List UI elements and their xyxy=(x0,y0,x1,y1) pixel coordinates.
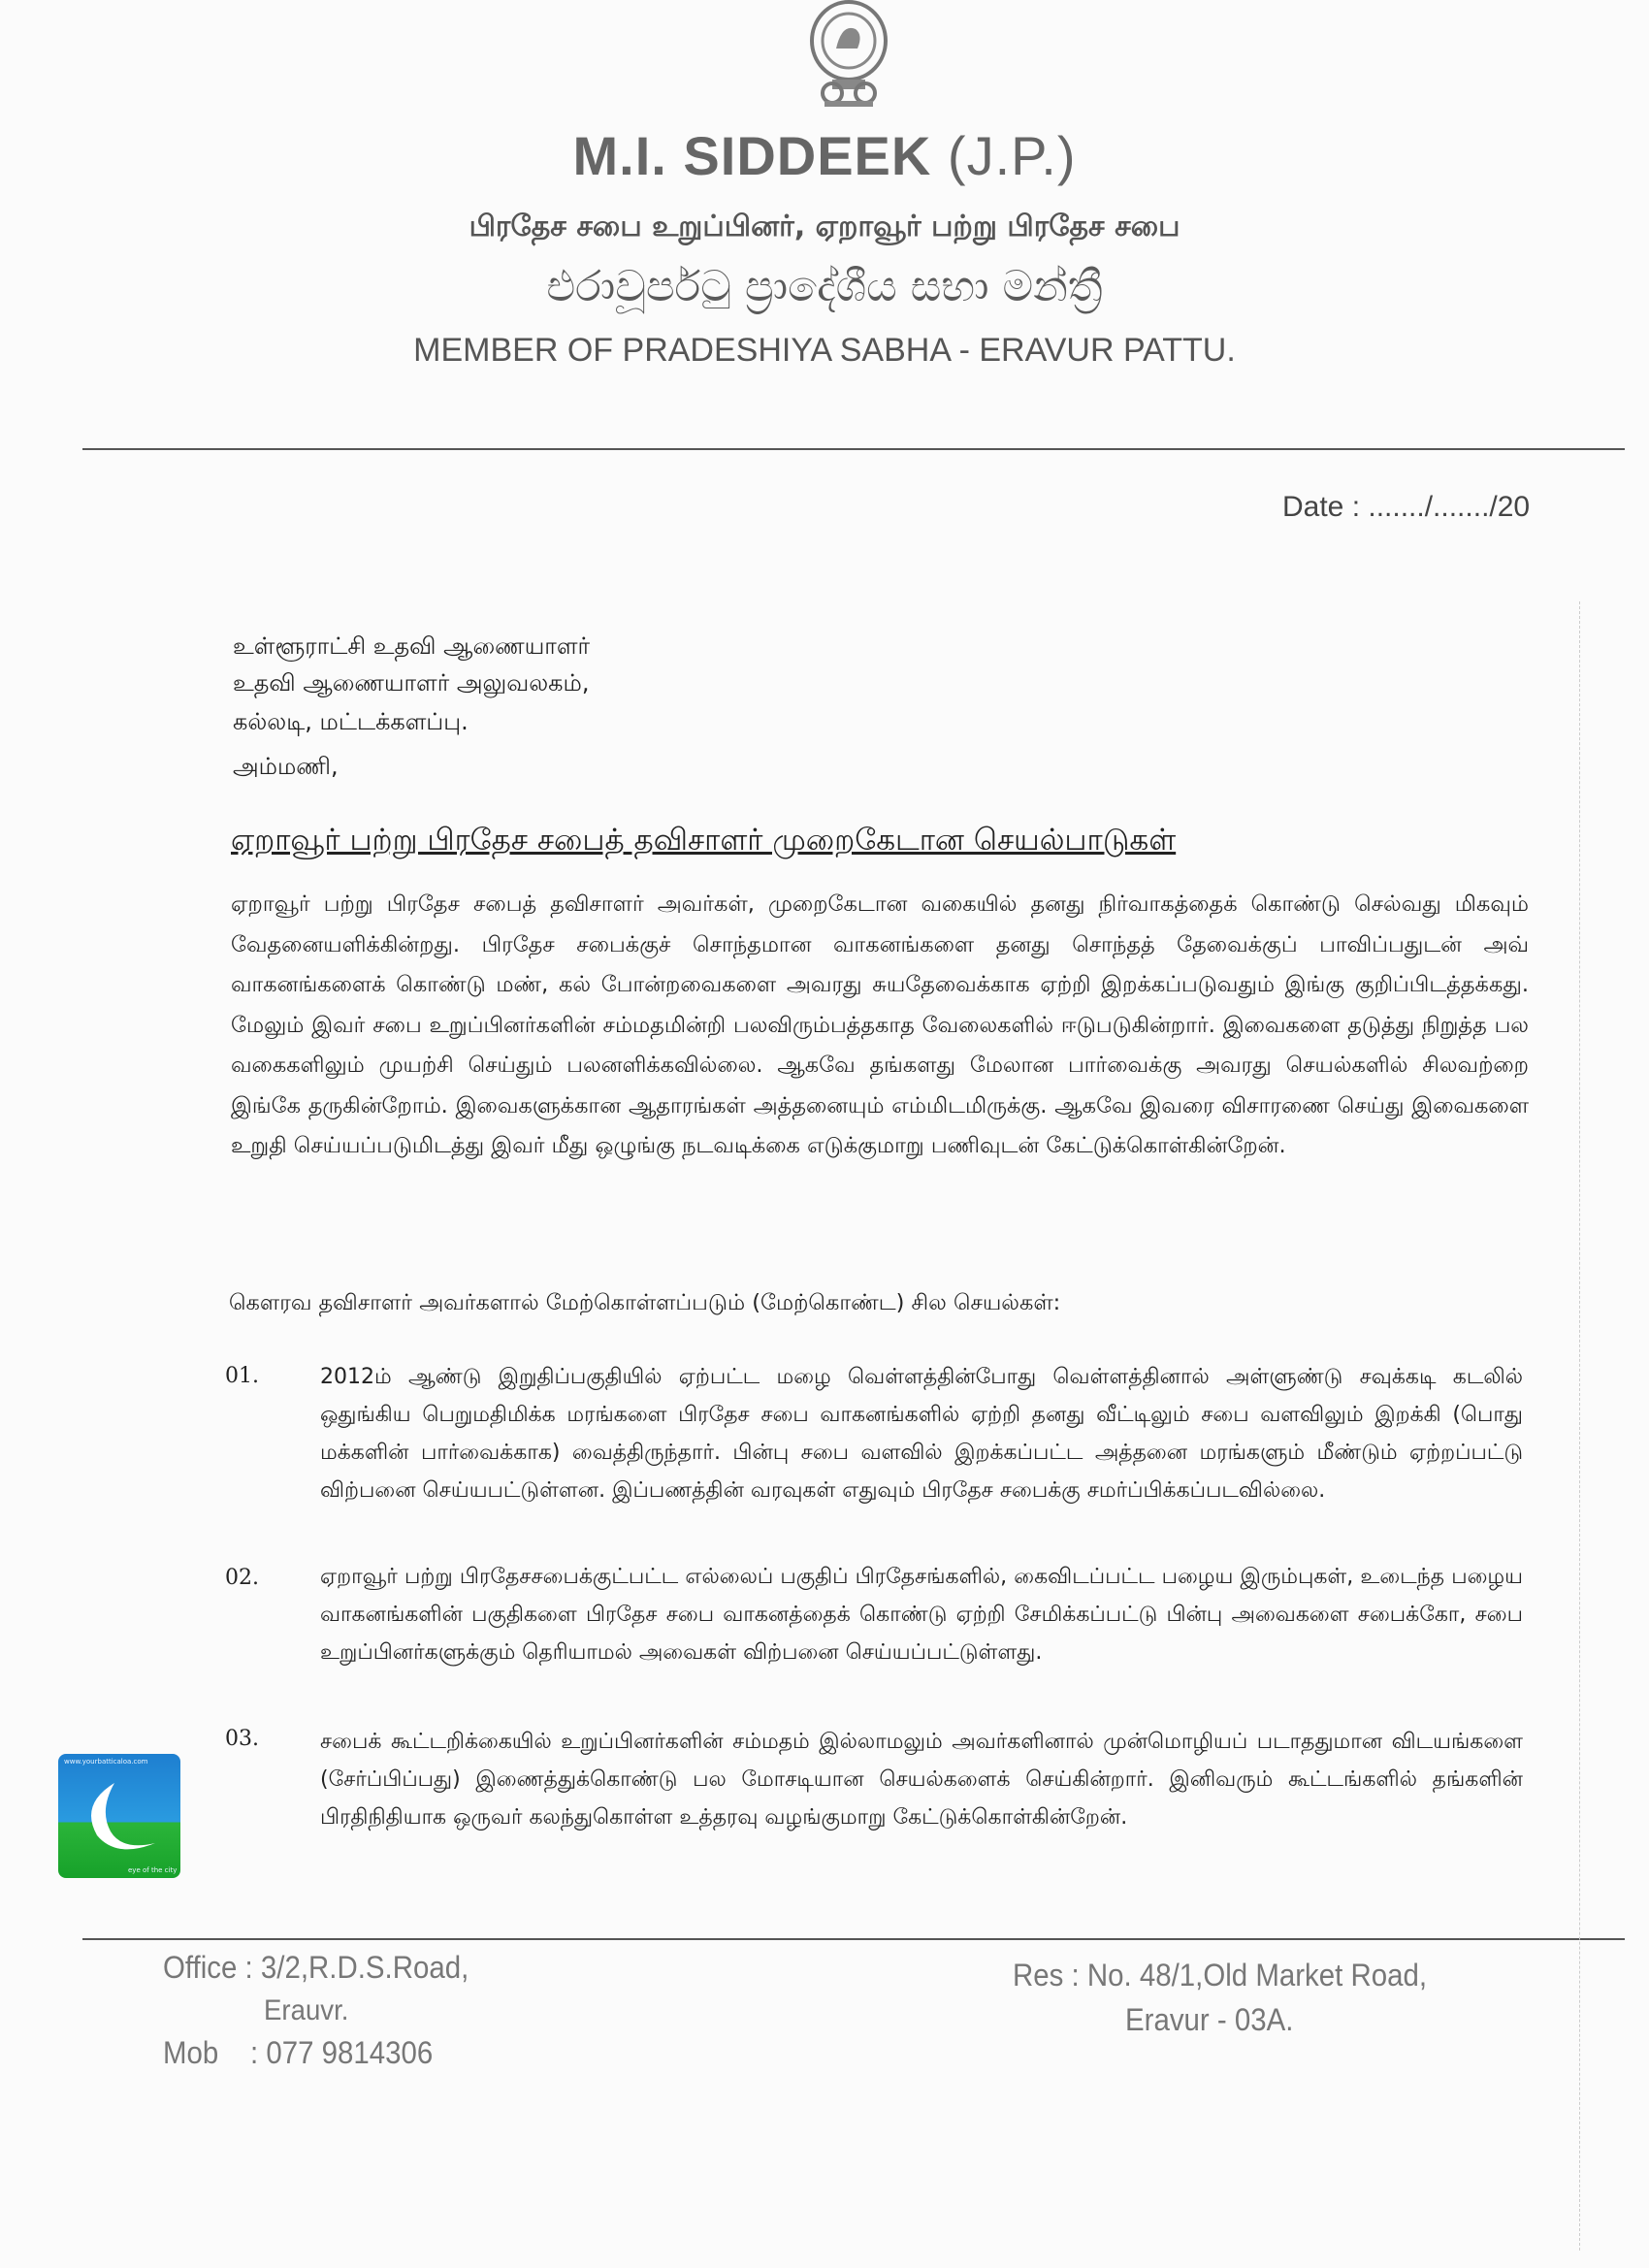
mobile-number: Mob : 077 9814306 xyxy=(163,2035,434,2070)
body-paragraph: ஏறாவூர் பற்று பிரதேச சபைத் தவிசாளர் அவர்கள், முறைகேடான வகையில் தனது நிர்வாகத்தைக் கொண்டு செல்வது மிகவும் வேதனையளிக்கின்றது. பிரதேச சபைக்குச் சொந்தமான வாகனங்களை தனது சொந்தத் தேவைக்குப் பாவிப்பதுடன் அவ் வாகனங்களைக் கொண்டு மண், கல் போன்றவைகளை அவரது சுயதேவைக்காக ஏற்றி இறக்கப்படுவதும் இங்கு குறிப்பிடத்தக்கது. மேலும் இவர் சபை உறுப்பினர்களின் சம்மதமின்றி பலவிரும்பத்தகாத வேலைகளில் ஈடுபடுகின்றார். இவைகளை தடுத்து நிறுத்த பல வகைகளிலும் முயற்சி செய்தும் பலனளிக்கவில்லை. ஆகவே தங்களது மேலான பார்வைக்கு அவரது செயல்களில் சிலவற்றை இங்கே தருகின்றோம். இவைகளுக்கான ஆதாரங்கள் அத்தனையும் எம்மிடமிருக்கு. ஆகவே இவரை விசாரணை செய்து இவைகளை உறுதி செய்யப்படுமிடத்து இவர் மீது ஒழுங்கு நடவடிக்கை எடுக்குமாறு பணிவுடன் கேட்டுக்கொள்கின்றேன். xyxy=(231,891,1529,1158)
scan-edge-shadow xyxy=(1579,601,1619,2251)
logo-tagline: eye of the city xyxy=(128,1866,178,1874)
item-number: 03. xyxy=(225,1727,259,1751)
residence-address-line: Res : No. 48/1,Old Market Road, xyxy=(1013,1958,1428,1993)
office-address-line: Erauvr. xyxy=(264,1994,349,2026)
address-line: கல்லடி, மட்டக்களப்பு. xyxy=(233,708,469,735)
letter-subject: ஏறாவூர் பற்று பிரதேச சபைத் தவிசாளர் முறைகேடான செயல்பாடுகள் xyxy=(231,823,1177,858)
item-number: 02. xyxy=(225,1566,259,1590)
name-text: M.I. SIDDEEK xyxy=(572,125,932,186)
logo-url: www.yourbatticaloa.com xyxy=(64,1758,148,1766)
city-logo xyxy=(58,1754,180,1878)
list-item-text: 2012ம் ஆண்டு இறுதிப்பகுதியில் ஏற்பட்ட மழை வெள்ளத்தின்போது வெள்ளத்தினால் அள்ளுண்டு சவுக்கடி கடலில் ஒதுங்கிய பெறுமதிமிக்க மரங்களை பிரதேச சபை வாகனங்களில் ஏற்றி தனது வீட்டிலும் சபை வளவிலும் இறக்கி (பொது மக்களின் பார்வைக்காக) வைத்திருந்தார். பின்பு சபை வளவில் இறக்கப்பட்ட அத்தனை மரங்களும் மீண்டும் ஏற்றப்பட்டு விற்பனை செய்யபட்டுள்ளன. இப்பணத்தின் வரவுகள் எதுவும் பிரதேச சபைக்கு சமர்ப்பிக்கப்படவில்லை. xyxy=(320,1365,1523,1503)
footer-divider xyxy=(82,1938,1625,1940)
list-intro: கௌரவ தவிசாளர் அவர்களால் மேற்கொள்ளப்படும் (மேற்கொண்ட) சில செயல்கள்: xyxy=(229,1290,1061,1315)
address-line: உதவி ஆணையாளர் அலுவலகம், xyxy=(233,669,590,697)
office-address-line: Office : 3/2,R.D.S.Road, xyxy=(163,1950,469,1985)
address-line: உள்ளூராட்சி உதவி ஆணையாளர் xyxy=(233,632,591,660)
list-item-text: சபைக் கூட்டறிக்கையில் உறுப்பினர்களின் சம்மதம் இல்லாமலும் அவர்களினால் முன்மொழியப் படாததுமான விடயங்களை (சேர்ப்பிப்பது) இணைத்துக்கொண்டு பல மோசடியான செயல்களைக் செய்கின்றார். இனிவரும் கூட்டங்களில் தங்களின் பிரதிநிதியாக ஒருவர் கலந்துகொள்ள உத்தரவு வழங்குமாறு கேட்டுக்கொள்கின்றேன். xyxy=(320,1730,1523,1830)
header-divider xyxy=(82,448,1625,450)
letterhead-title-tamil: பிரதேச சபை உறுப்பினர், ஏறாவூர் பற்று பிரதேச சபை xyxy=(469,210,1180,243)
government-emblem xyxy=(795,0,902,114)
letterhead-name xyxy=(0,124,1649,187)
residence-address-line: Eravur - 03A. xyxy=(1125,2002,1294,2037)
letterhead-title-english: MEMBER OF PRADESHIYA SABHA - ERAVUR PATTU. xyxy=(413,332,1236,369)
letterhead-title-sinhala: එරාවූර්පටු ප්‍රාදේශීය සභා මන්ත්‍රී xyxy=(546,262,1103,311)
list-item-text: ஏறாவூர் பற்று பிரதேசசபைக்குட்பட்ட எல்லைப் பகுதிப் பிரதேசங்களில், கைவிடப்பட்ட பழைய இரும்புகள், உடைந்த பழைய வாகனங்களின் பகுதிகளை பிரதேச சபை வாகனத்தைக் கொண்டு ஏற்றி சேமிக்கப்பட்டு பின்பு அவைகளை சபைக்கோ, சபை உறுப்பினர்களுக்கும் தெரியாமல் அவைகள் விற்பனை செய்யப்பட்டுள்ளது. xyxy=(320,1565,1523,1665)
salutation: அம்மணி, xyxy=(233,753,339,780)
name-suffix: (J.P.) xyxy=(947,125,1077,186)
item-number: 01. xyxy=(225,1364,259,1388)
date-field: Date : ......./......./20 xyxy=(1282,491,1531,523)
